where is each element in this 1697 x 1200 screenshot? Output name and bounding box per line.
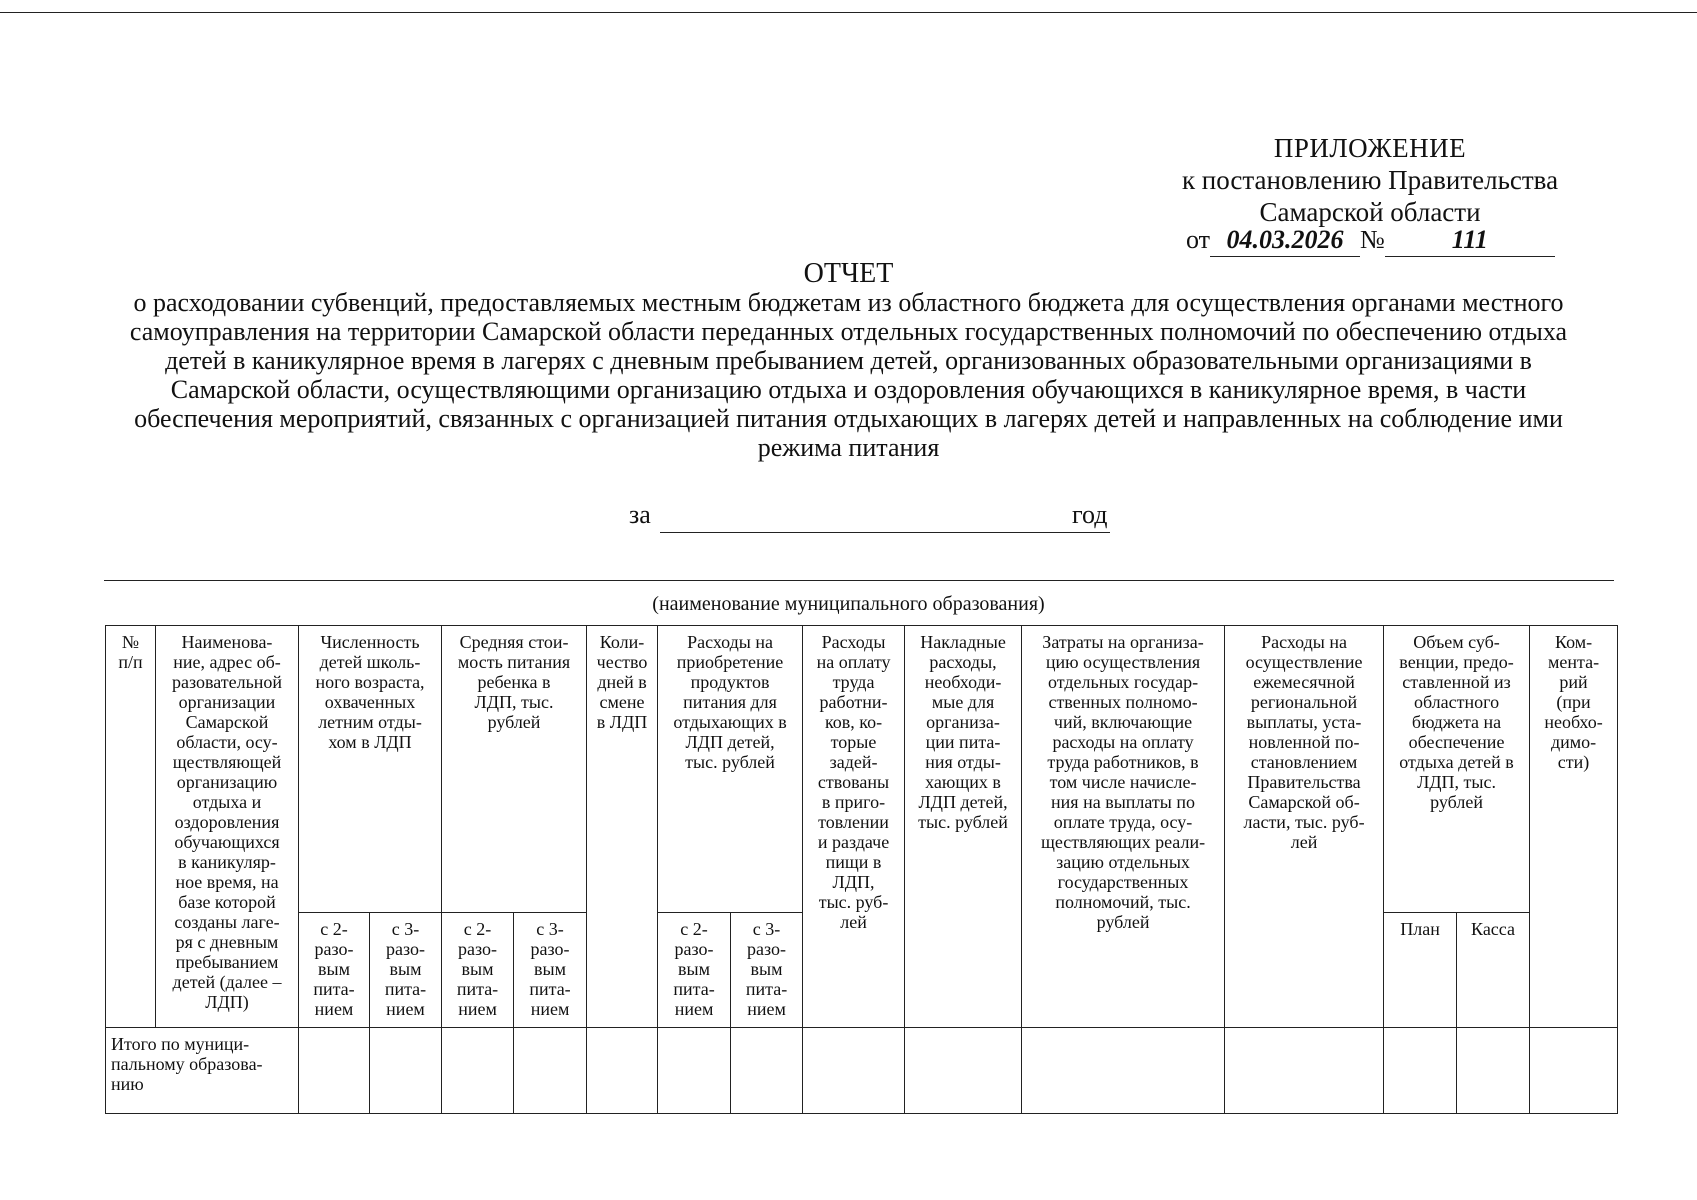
number-label: № bbox=[1360, 225, 1385, 254]
total-cell[interactable] bbox=[370, 1028, 442, 1114]
header-children-count: Численность детей школь- ного возраста, охваченных летним отды- хом в ЛДП bbox=[299, 626, 442, 913]
year-blank-field[interactable] bbox=[660, 532, 1110, 533]
total-cell[interactable] bbox=[299, 1028, 370, 1114]
report-table bbox=[105, 625, 1618, 1114]
header-number: № п/п bbox=[106, 626, 156, 1028]
decree-date: 04.03.2026 bbox=[1226, 225, 1344, 254]
table-header-row bbox=[106, 626, 1618, 913]
report-description: о расходовании субвенций, предоставляемых местным бюджетам из областного бюджета для осуществления органами местного самоуправления на территории Самарской области переданных отдельных государственных полномочий по обеспечению отдыха детей в каникулярное время в лагерях с дневным пребыванием детей, организованных образовательными организациями в Самарской области, осуществляющими организацию отдыха и оздоровления обучающихся в каникулярное время, в части обеспечения мероприятий, связанных с организацией питания отдыхающих в лагерях детей и направленных на соблюдение ими режима питания bbox=[129, 288, 1568, 462]
municipality-name-line[interactable] bbox=[104, 580, 1614, 581]
total-cell[interactable] bbox=[442, 1028, 514, 1114]
total-cell[interactable] bbox=[514, 1028, 587, 1114]
total-cell[interactable] bbox=[803, 1028, 905, 1114]
total-cell[interactable] bbox=[731, 1028, 803, 1114]
total-cell[interactable] bbox=[1225, 1028, 1384, 1114]
total-cell[interactable] bbox=[658, 1028, 731, 1114]
header-food-expenses: Расходы на приобретение продуктов питания для отдыхающих в ЛДП детей, тыс. рублей bbox=[658, 626, 803, 913]
appendix-line-2: Самарской области bbox=[1259, 197, 1481, 227]
header-regional-payment: Расходы на осуществление ежемесячной региональной выплаты, уста- новленной по- становлением Правительства Самарской об- ласти, тыс. руб- лей bbox=[1225, 626, 1384, 1028]
total-cell[interactable] bbox=[1530, 1028, 1618, 1114]
header-labor-expenses: Расходы на оплату труда работни- ков, ко- торые задей- ствованы в приго- товлении и раздаче пищи в ЛДП, тыс. руб- лей bbox=[803, 626, 905, 1028]
header-comment: Ком- мента- рий (при необхо- димо- сти) bbox=[1530, 626, 1618, 1028]
subheader-cost-2x: с 2- разо- вым пита- нием bbox=[442, 913, 514, 1028]
report-title: ОТЧЕТ bbox=[803, 258, 894, 289]
appendix-line-1: к постановлению Правительства bbox=[1181, 165, 1559, 195]
header-average-meal-cost: Средняя стои- мость питания ребенка в ЛДП, тыс. рублей bbox=[442, 626, 587, 913]
subheader-food-3x: с 3- разо- вым пита- нием bbox=[731, 913, 803, 1028]
report-year-row bbox=[625, 500, 1125, 540]
header-overhead-expenses: Накладные расходы, необходи- мые для организа- ции пита- ния отды- хающих в ЛДП детей, тыс. рублей bbox=[905, 626, 1022, 1028]
top-border-line bbox=[0, 12, 1697, 13]
subheader-kassa: Касса bbox=[1457, 913, 1530, 1028]
header-days-count: Коли- чество дней в смене в ЛДП bbox=[587, 626, 658, 1028]
header-subvention-volume: Объем суб- венции, предо- ставленной из областного бюджета на обеспечение отдыха детей в ЛДП, тыс. рублей bbox=[1384, 626, 1530, 913]
appendix-block bbox=[1150, 132, 1590, 228]
subheader-children-2x: с 2- разо- вым пита- нием bbox=[299, 913, 370, 1028]
total-cell[interactable] bbox=[1022, 1028, 1225, 1114]
decree-number: 111 bbox=[1451, 225, 1488, 254]
total-cell[interactable] bbox=[1457, 1028, 1530, 1114]
appendix-heading: ПРИЛОЖЕНИЕ bbox=[1273, 133, 1467, 163]
header-organization: Наименова- ние, адрес об- разовательной организации Самарской области, осу- ществляющей организацию отдыха и оздоровления обучающихся в каникуляр- ное время, на базе которой созданы лаге- ря с дневным пребыванием детей (далее – ЛДП) bbox=[156, 626, 299, 1028]
subheader-plan: План bbox=[1384, 913, 1457, 1028]
subheader-food-2x: с 2- разо- вым пита- нием bbox=[658, 913, 731, 1028]
decree-date-number bbox=[1186, 224, 1601, 257]
subheader-children-3x: с 3- разо- вым пита- нием bbox=[370, 913, 442, 1028]
total-cell[interactable] bbox=[587, 1028, 658, 1114]
subheader-cost-3x: с 3- разо- вым пита- нием bbox=[514, 913, 587, 1028]
table-row-total bbox=[106, 1028, 1618, 1114]
municipality-caption: (наименование муниципального образования) bbox=[652, 593, 1045, 615]
total-cell[interactable] bbox=[905, 1028, 1022, 1114]
total-cell[interactable] bbox=[1384, 1028, 1457, 1114]
total-label: Итого по муници- пальному образова- нию bbox=[106, 1028, 299, 1114]
header-administration-costs: Затраты на организа- цию осуществления отдельных государ- ственных полномо- чий, включающие расходы на оплату труда работников, в том числе начисле- ния на выплаты по оплате труда, осу- ществляющих реали- зацию отдельных государственных полномочий, тыс. рублей bbox=[1022, 626, 1225, 1028]
from-label: от bbox=[1186, 225, 1211, 254]
year-suffix: год bbox=[1072, 500, 1108, 529]
year-prefix: за bbox=[629, 500, 651, 529]
